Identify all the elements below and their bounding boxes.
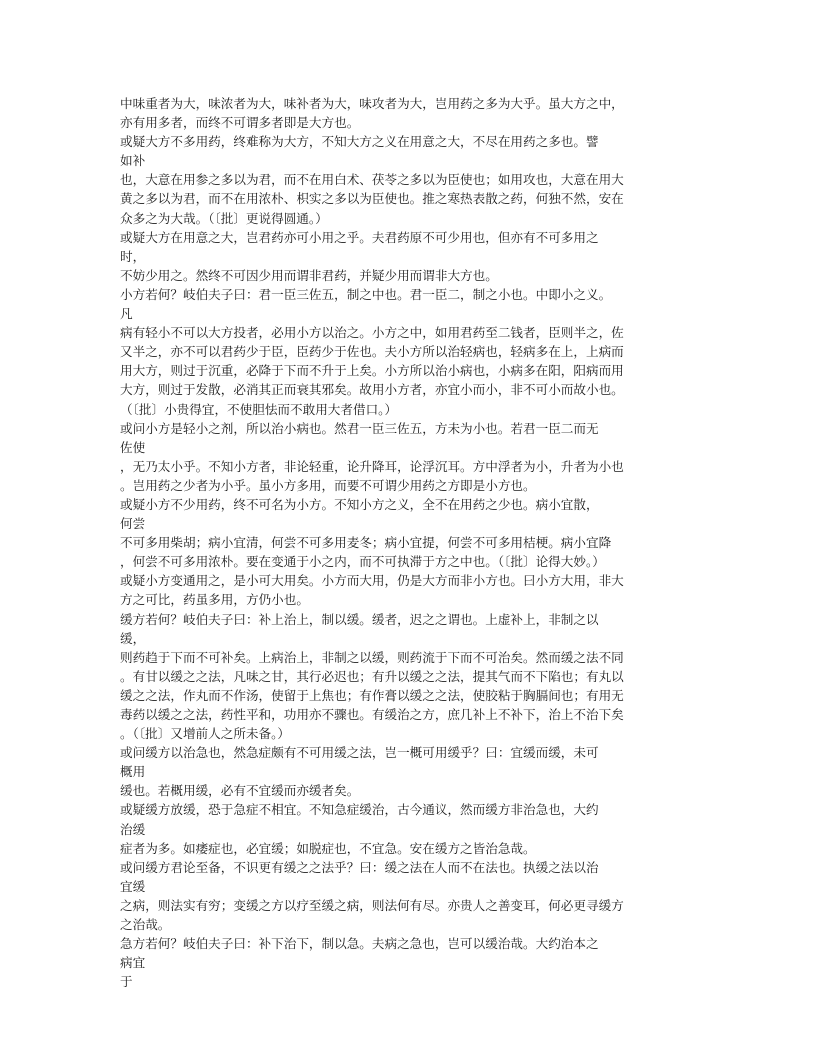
text-line: 或问缓方君论至备，不识更有缓之之法乎？曰：缓之法在人而不在法也。执缓之法以治: [120, 859, 599, 875]
text-line: 。岂用药之少者为小乎。虽小方多用，而要不可谓少用药之方即是小方也。: [120, 477, 536, 493]
text-line: 之病，则法实有穷；变缓之方以疗至缓之病，则法何有尽。亦贵人之善变耳，何必更寻缓方: [120, 897, 624, 913]
text-line: 。有甘以缓之之法，凡味之甘，其行必迟也；有升以缓之之法，提其气而不下陷也；有丸以: [120, 668, 624, 684]
text-line: 则药趋于下而不可补矣。上病治上，非制之以缓，则药流于下而不可治矣。然而缓之法不同: [120, 649, 624, 665]
text-line: 不妨少用之。然终不可因少用而谓非君药，并疑少用而谓非大方也。: [120, 267, 498, 283]
text-line: 小方若何？岐伯夫子曰：君一臣三佐五，制之中也。君一臣二，制之小也。中即小之义。: [120, 286, 612, 302]
text-line: 或疑小方变通用之，是小可大用矣。小方而大用，仍是大方而非小方也。曰小方大用，非大: [120, 573, 624, 589]
text-line: 或疑小方不少用药，终不可名为小方。不知小方之义，全不在用药之少也。病小宜散，: [120, 496, 599, 512]
text-line: （〔批〕小贵得宜，不使胆怯而不敢用大者借口。）: [120, 401, 398, 417]
text-line: 时，: [120, 248, 146, 264]
text-line: 中味重者为大，味浓者为大，味补者为大，味攻者为大，岂用药之多为大乎。虽大方之中，: [120, 96, 624, 111]
text-line: 急方若何？岐伯夫子曰：补下治下，制以急。夫病之急也，岂可以缓治哉。大约治本之: [120, 936, 599, 952]
text-line: 或疑大方在用意之大，岂君药亦可小用之乎。夫君药原不可少用也，但亦有不可多用之: [120, 229, 599, 245]
text-line: 缓也。若概用缓，必有不宜缓而亦缓者矣。: [120, 783, 360, 799]
text-line: 或疑大方不多用药，终难称为大方，不知大方之义在用意之大，不尽在用药之多也。譬: [120, 134, 599, 150]
text-line: 也，大意在用参之多以为君，而不在用白术、茯苓之多以为臣使也；如用攻也，大意在用大: [120, 172, 624, 188]
text-line: 不可多用柴胡；病小宜清，何尝不可多用麦冬；病小宜提，何尝不可多用桔梗。病小宜降: [120, 535, 612, 551]
text-line: 如补: [120, 153, 146, 169]
text-line: 缓之之法，作丸而不作汤，使留于上焦也；有作膏以缓之之法，使胶粘于胸膈间也；有用无: [120, 687, 624, 703]
text-line: 缓方若何？岐伯夫子曰：补上治上，制以缓。缓者，迟之之谓也。上虚补上，非制之以: [120, 611, 599, 627]
text-line: 方之可比，药虽多用，方仍小也。: [120, 592, 309, 608]
text-line: 缓，: [120, 630, 146, 646]
text-line: ，何尝不可多用浓朴。要在变通于小之内，而不可执滞于方之中也。（〔批〕论得大妙。）: [120, 554, 605, 570]
text-line: 凡: [120, 306, 133, 322]
text-line: 众多之为大哉。（〔批〕更说得圆通。）: [120, 210, 328, 226]
text-line: 又半之，亦不可以君药少于臣，臣药少于佐也。夫小方所以治轻病也，轻病多在上，上病而: [120, 344, 624, 360]
text-line: 何尝: [120, 516, 146, 532]
text-line: 概用: [120, 764, 146, 780]
text-line: 用大方，则过于沉重，必降于下而不升于上矣。小方所以治小病也，小病多在阳，阳病而用: [120, 363, 624, 379]
text-line: 病宜: [120, 955, 146, 971]
text-line: 佐使: [120, 439, 146, 455]
text-line: 之治哉。: [120, 917, 171, 933]
text-line: 于: [120, 974, 133, 990]
text-line: 或疑缓方放缓，恐于急症不相宜。不知急症缓治，古今通议，然而缓方非治急也，大约: [120, 802, 599, 818]
text-line: ，无乃太小乎。不知小方者，非论轻重，论升降耳，论浮沉耳。方中浮者为小，升者为小也: [120, 458, 624, 474]
text-line: 。（〔批〕又增前人之所未备。）: [120, 726, 291, 742]
text-line: 亦有用多者，而终不可谓多者即是大方也。: [120, 115, 360, 131]
text-line: 或问小方是轻小之剂，所以治小病也。然君一臣三佐五，方未为小也。若君一臣二而无: [120, 420, 599, 436]
text-line: 大方，则过于发散，必消其正而衰其邪矣。故用小方者，亦宜小而小，非不可小而故小也。: [120, 382, 624, 398]
text-line: 病有轻小不可以大方投者，必用小方以治之。小方之中，如用君药至二钱者，臣则半之，佐: [120, 325, 624, 341]
text-line: 或问缓方以治急也，然急症颇有不可用缓之法，岂一概可用缓乎？曰：宜缓而缓，未可: [120, 745, 599, 761]
text-line: 治缓: [120, 821, 146, 837]
text-line: 黄之多以为君，而不在用浓朴、枳实之多以为臣使也。推之寒热表散之药，何独不然，安在: [120, 191, 624, 207]
text-line: 毒药以缓之之法，药性平和，功用亦不骤也。有缓治之方，庶几补上不补下，治上不治下矣: [120, 707, 624, 722]
text-line: 宜缓: [120, 878, 146, 894]
document-page: [120, 94, 685, 991]
text-line: 症者为多。如痿症也，必宜缓；如脱症也，不宜急。安在缓方之皆治急哉。: [120, 840, 536, 856]
